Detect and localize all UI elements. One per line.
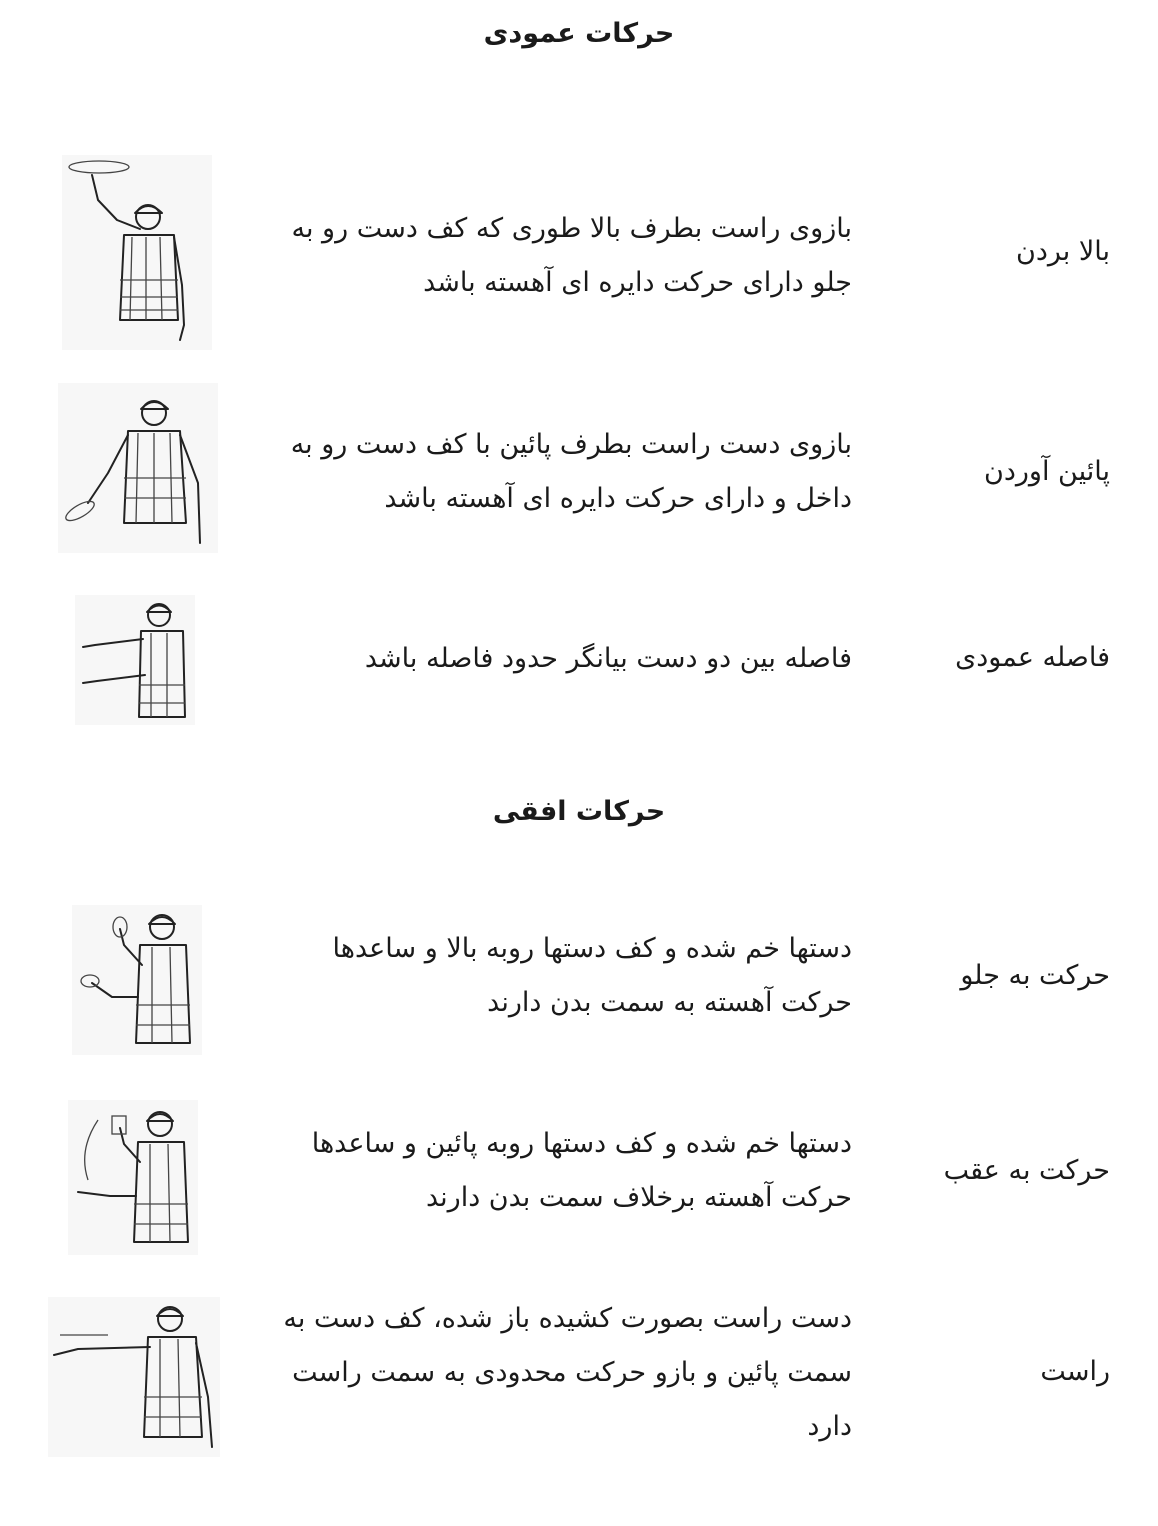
section-title-horizontal-movements: حرکات افقی — [492, 796, 666, 827]
section-title-vertical-movements: حرکات عمودی — [483, 18, 675, 49]
signal-term: حرکت به جلو — [960, 960, 1110, 991]
description-line: سمت پائین و بازو حرکت محدودی به سمت راست — [292, 1357, 852, 1388]
move-backward-signal-figure-icon — [68, 1100, 198, 1255]
signal-description — [292, 922, 852, 1030]
lower-signal-figure-icon — [58, 383, 218, 553]
signal-row-vertical-distance — [0, 590, 1158, 730]
signal-row-move-forward — [0, 900, 1158, 1060]
description-line: دستها خم شده و کف دستها روبه بالا و ساعدها — [332, 933, 852, 964]
description-line: حرکت آهسته برخلاف سمت بدن دارند — [425, 1182, 852, 1213]
signal-term: حرکت به عقب — [943, 1155, 1110, 1186]
signal-term: پائین آوردن — [984, 456, 1110, 487]
description-line: جلو دارای حرکت دایره ای آهسته باشد — [423, 267, 852, 298]
right-signal-figure-icon — [48, 1297, 220, 1457]
signal-description — [292, 418, 852, 526]
signal-row-move-backward — [0, 1095, 1158, 1260]
signal-description — [292, 1117, 852, 1225]
description-line: دست راست بصورت کشیده باز شده، کف دست به — [283, 1303, 852, 1334]
signal-row-lower — [0, 378, 1158, 558]
move-forward-signal-figure-icon — [72, 905, 202, 1055]
description-line: دستها خم شده و کف دستها روبه پائین و ساعدها — [311, 1128, 852, 1159]
description-line: بازوی راست بطرف بالا طوری که کف دست رو به — [291, 213, 852, 244]
signal-term: فاصله عمودی — [955, 642, 1110, 673]
signal-term: راست — [1040, 1356, 1110, 1387]
vertical-distance-signal-figure-icon — [75, 595, 195, 725]
description-line: فاصله بین دو دست بیانگر حدود فاصله باشد — [364, 643, 852, 674]
signal-description — [283, 1292, 852, 1454]
signal-term: بالا بردن — [1016, 236, 1110, 267]
signal-row-right — [0, 1292, 1158, 1462]
description-line: دارد — [807, 1411, 852, 1442]
description-line: داخل و دارای حرکت دایره ای آهسته باشد — [384, 483, 852, 514]
hoist-signal-figure-icon — [62, 155, 212, 350]
signal-description — [292, 202, 852, 310]
description-line: بازوی دست راست بطرف پائین با کف دست رو به — [290, 429, 852, 460]
description-line: حرکت آهسته به سمت بدن دارند — [487, 987, 852, 1018]
signal-description — [292, 632, 852, 686]
signal-row-hoist — [0, 150, 1158, 350]
